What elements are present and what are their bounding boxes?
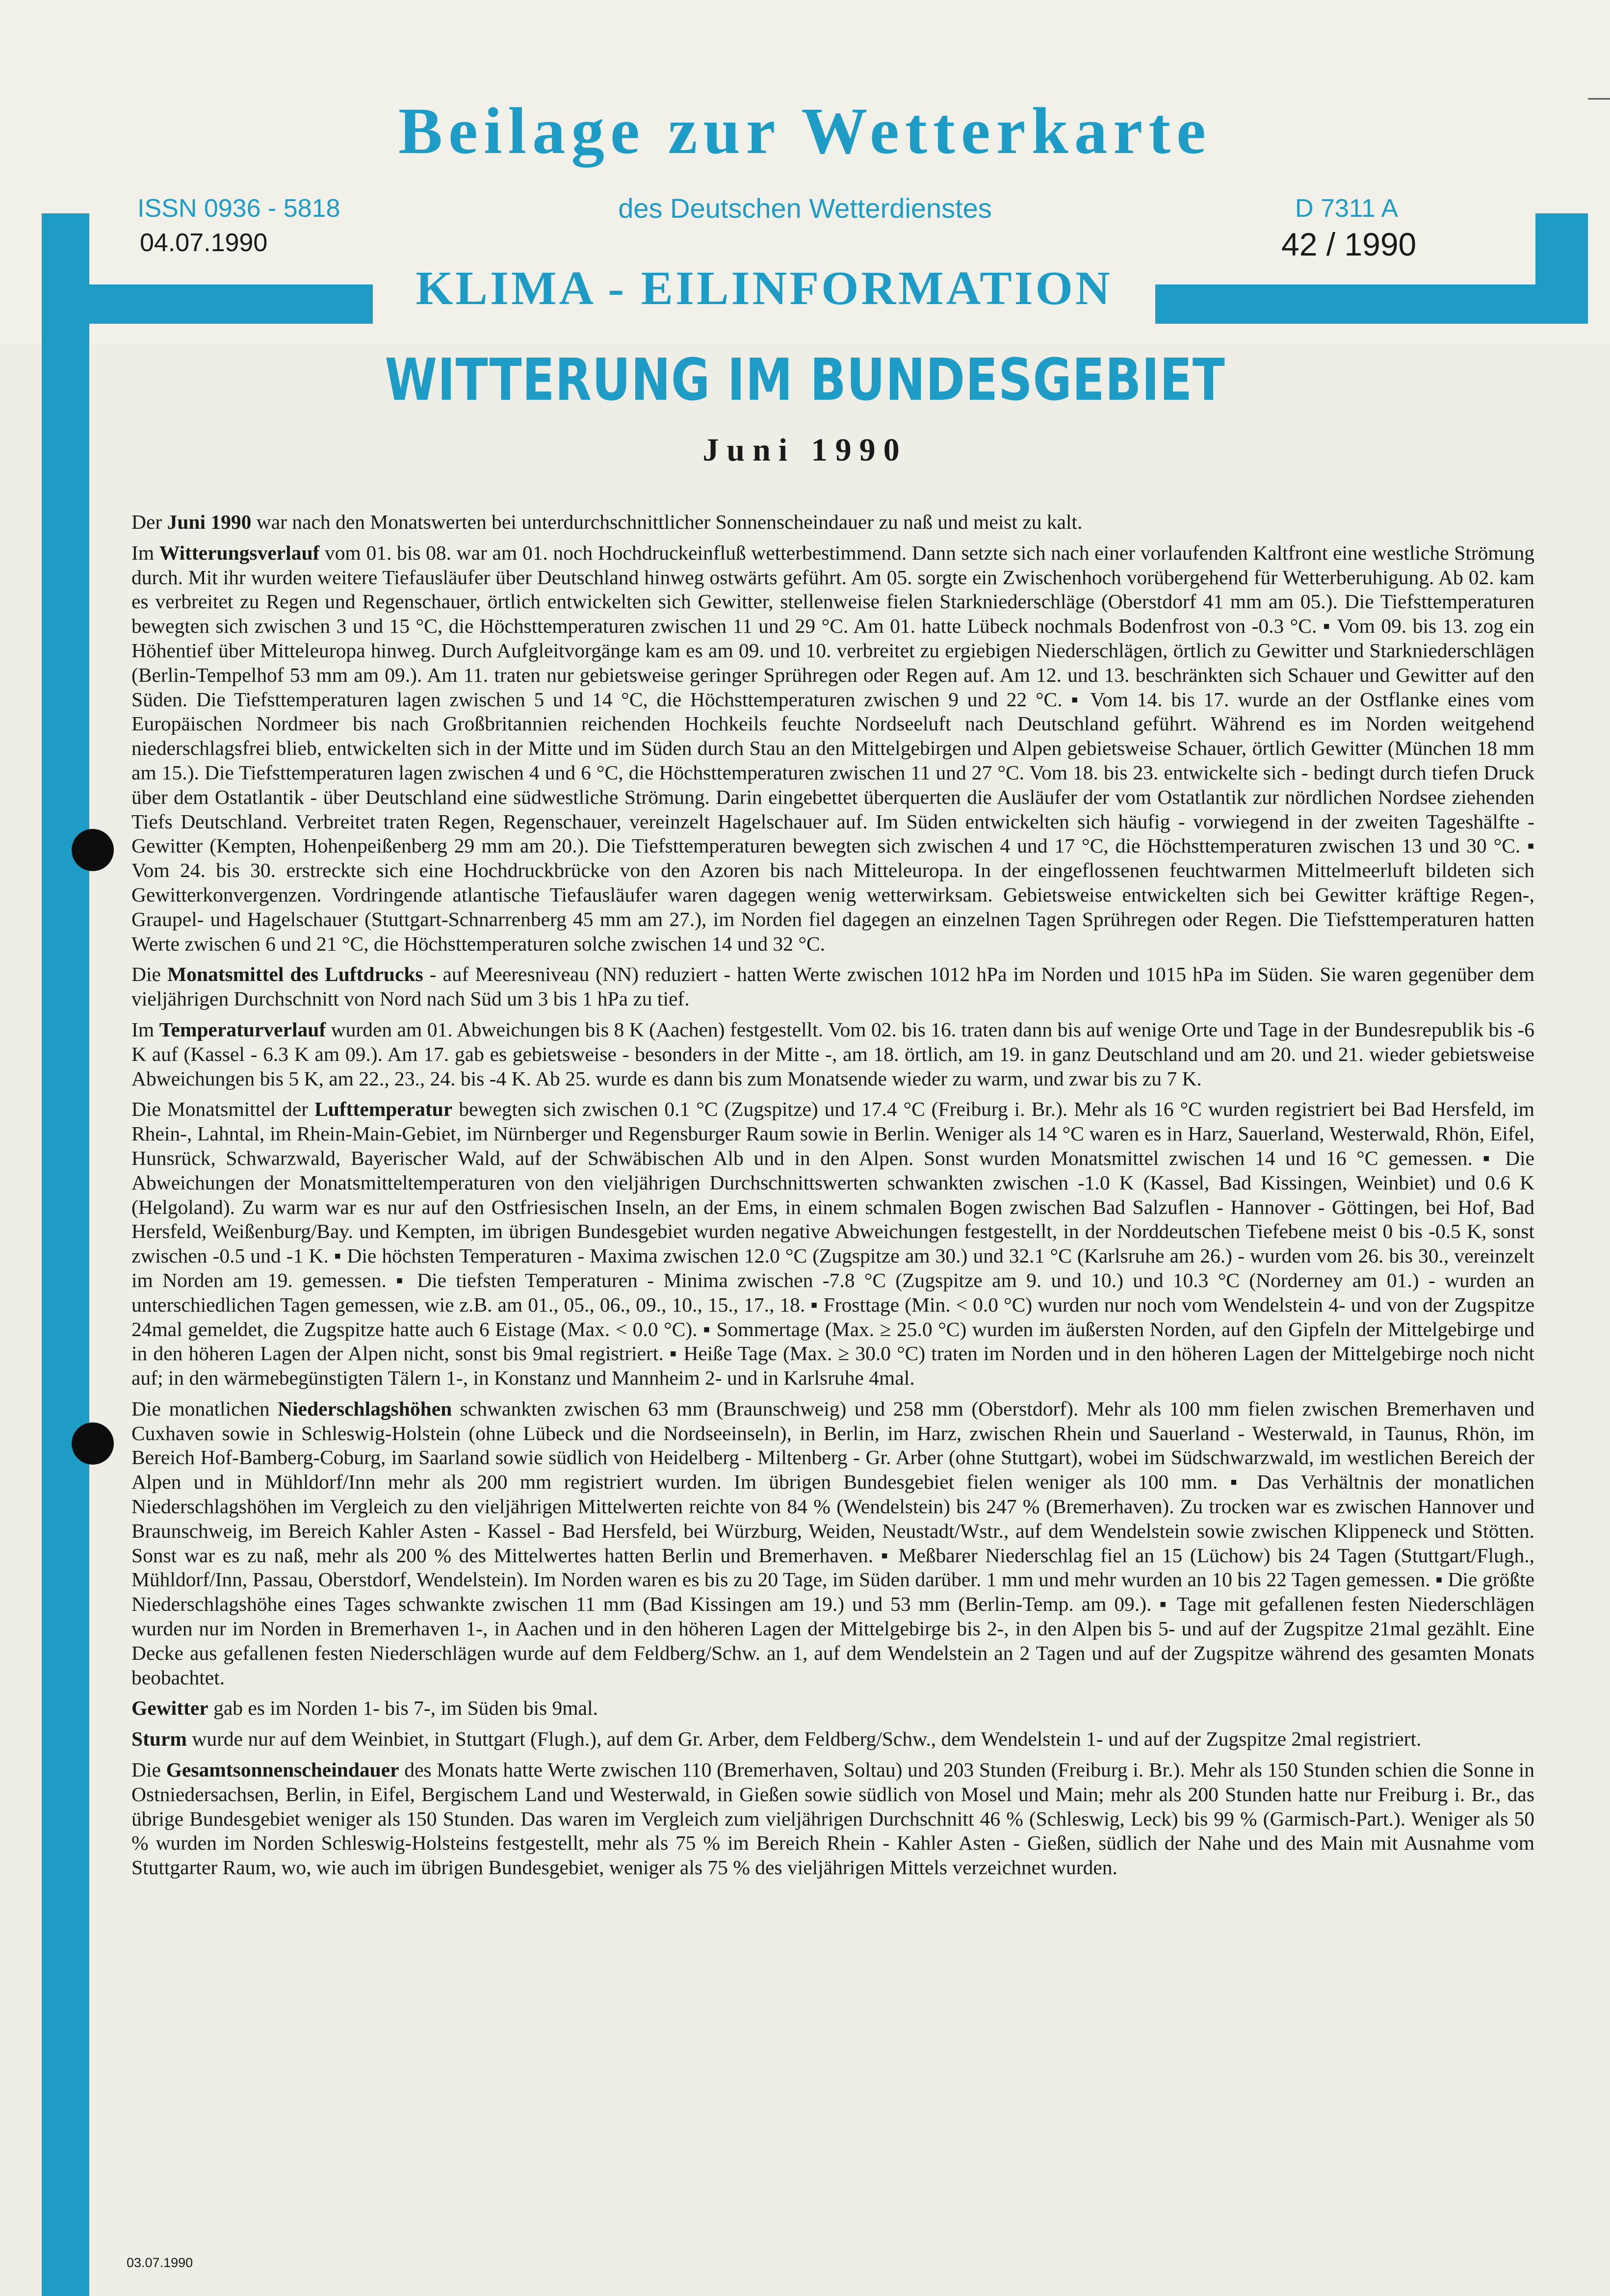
top-accent-bar-left <box>42 284 373 324</box>
paragraph-sunshine: Die Gesamtsonnenscheindauer des Monats hatte Werte zwischen 110 (Bremerhaven, Soltau) und 203 Stunden (Freiburg i. Br.). Mehr als 150 Stunden schien die Sonne in Ostniedersachsen, Berlin, in Eifel, Bergischem Land und Westerwald, in Gießen sowie südlich von Mosel und Main; mehr als 200 Stunden hatte nur Freiburg i. Br., das übrige Bundesgebiet weniger als 150 Stunden. Das waren im Vergleich zum vieljährigen Durchschnitt 46 % (Schleswig, Leck) bis 99 % (Garmisch-Part.). Weniger als 50 % wurden im Norden Schleswig-Holsteins festgestellt, mehr als 75 % im Bereich Rhein - Kahler Asten - Gießen, südlich der Nahe und des Main mit Ausnahme vom Stuttgarter Raum, wo, wie auch im übrigen Bundesgebiet, weniger als 75 % des vieljährigen Mittels verzeichnet wurden. <box>131 1758 1535 1879</box>
punch-hole-lower <box>72 1422 114 1465</box>
section-title: KLIMA - EILINFORMATION <box>415 262 1113 315</box>
paragraph-precipitation: Die monatlichen Niederschlagshöhen schwankten zwischen 63 mm (Braunschweig) und 258 mm (Oberstdorf). Mehr als 100 mm fielen zwischen Bremerhaven und Cuxhaven sowie in Schleswig-Holstein (ohne Lübeck und die Nordseeinseln), in Berlin, im Harz, zwischen Rhein und Sauerland - Westerwald, in Taunus, Rhön, im Bereich Hof-Bamberg-Coburg, im Saarland sowie südlich von Heidelberg - Miltenberg - Gr. Arber (ohne Stuttgart), wobei im Südschwarzwald, im westlichen Bereich der Alpen und in Mühldorf/Inn mehr als 200 mm registriert wurden. Im übrigen Bundesgebiet fielen weniger als 100 mm. ▪ Das Verhältnis der monatlichen Niederschlagshöhen im Vergleich zu den vieljährigen Mittelwerten reichte von 84 % (Wendelstein) bis 247 % (Bremerhaven). Zu trocken war es zwischen Hannover und Braunschweig, im Bereich Kahler Asten - Kassel - Bad Hersfeld, bei Würzburg, Weiden, Neustadt/Wstr., auf dem Wendelstein sowie zwischen Klippeneck und Stötten. Sonst war es zu naß, mehr als 200 % des Mittelwertes hatten Berlin und Bremerhaven. ▪ Meßbarer Niederschlag fiel an 15 (Lüchow) bis 24 Tagen (Stuttgart/Flugh., Mühldorf/Inn, Passau, Oberstdorf, Wendelstein). Im Norden waren es bis zu 20 Tage, im Süden darüber. 1 mm und mehr wurden an 10 bis 22 Tagen gemessen. ▪ Die größte Niederschlagshöhe eines Tages schwankte zwischen 11 mm (Bad Kissingen am 19.) und 53 mm (Berlin-Temp. am 09.). ▪ Tage mit gefallenen festen Niederschlägen wurden nur im Norden in Bremerhaven 1-, in Aachen und in den höheren Lagen der Mittelgebirge bis 2-, in den Alpen bis 5- und auf der Zugspitze 21mal gezählt. Eine Decke aus gefallenen festen Niederschlägen wurde auf dem Feldberg/Schw. an 1, auf dem Wendelstein an 2 Tagen und auf der Zugspitze während des gesamten Monats beobachtet. <box>131 1397 1534 1689</box>
punch-hole-upper <box>72 829 114 871</box>
footer-date: 03.07.1990 <box>127 2255 193 2270</box>
report-month: Juni 1990 <box>702 432 908 468</box>
headline: WITTERUNG IM BUNDESGEBIET <box>385 346 1225 413</box>
left-accent-bar <box>42 213 89 2296</box>
top-accent-bar-right <box>1155 284 1588 324</box>
publication-date: 04.07.1990 <box>140 229 268 257</box>
paragraph-thunderstorms: Gewitter gab es im Norden 1- bis 7-, im Süden bis 9mal. <box>131 1697 598 1720</box>
paragraph-air-pressure: Die Monatsmittel des Luftdrucks - auf Meeresniveau (NN) reduziert - hatten Werte zwischen 1012 hPa im Norden und 1015 hPa im Süden. Sie waren gegenüber dem vieljährigen Durchschnitt von Nord nach Süd um 3 bis 1 hPa zu tief. <box>131 963 1535 1010</box>
right-accent-bar <box>1535 213 1588 324</box>
paragraph-storm: Sturm wurde nur auf dem Weinbiet, in Stuttgart (Flugh.), auf dem Gr. Arber, dem Feldberg/Schw., dem Wendelstein 1- und auf der Zugspitze 2mal registriert. <box>131 1728 1422 1751</box>
paragraph-summary: Der Juni 1990 war nach den Monatswerten bei unterdurchschnittlicher Sonnenscheindauer zu naß und meist zu kalt. <box>131 511 1083 533</box>
issn-number: ISSN 0936 - 5818 <box>137 194 340 223</box>
paragraph-temperature-course: Im Temperaturverlauf wurden am 01. Abweichungen bis 8 K (Aachen) festgestellt. Vom 02. bis 16. traten dann bis auf wenige Orte und Tage in der Bundesrepublik bis -6 K auf (Kassel - 6.3 K am 09.). Am 17. gab es gebietsweise - besonders in der Mitte -, am 18. örtlich, am 19. in ganz Deutschland und am 20. und 21. wieder gebietsweise Abweichungen bis 5 K, am 22., 23., 24. bis -4 K. Ab 25. wurde es dann bis zum Monatsende wieder zu warm, und zwar bis zu 7 K. <box>131 1018 1534 1090</box>
publisher-subtitle: des Deutschen Wetterdienstes <box>618 193 992 224</box>
issue-number: 42 / 1990 <box>1281 226 1417 262</box>
paragraph-weather-course: Im Witterungsverlauf vom 01. bis 08. war am 01. noch Hochdruckeinfluß wetterbestimmend. Dann setzte sich nach einer vorlaufenden Kaltfront eine westliche Strömung durch. Mit ihr wurden weitere Tiefausläufer über Deutschland hinweg ostwärts geführt. Am 05. sorgte ein Zwischenhoch vorübergehend für Wetterberuhigung. Ab 02. kam es verbreitet zu Regen und Regenschauer, örtlich entwickelten sich Gewitter, stellenweise fielen Starkniederschläge (Oberstdorf 41 mm am 05.). Die Tiefsttemperaturen bewegten sich zwischen 3 und 15 °C, die Höchsttemperaturen zwischen 11 und 29 °C. Am 01. hatte Lübeck nochmals Bodenfrost von -0.3 °C. ▪ Vom 09. bis 13. zog ein Höhentief über Mitteleuropa hinweg. Durch Aufgleitvorgänge kam es am 09. und 10. verbreitet zu ergiebigen Niederschlägen, örtlich zu Gewitter und Starkniederschlägen (Berlin-Tempelhof 53 mm am 09.). Am 11. traten nur gebietsweise geringer Sprühregen oder Regen auf. Am 12. und 13. beschränkten sich Schauer und Gewitter auf den Süden. Die Tiefsttemperaturen lagen zwischen 5 und 14 °C, die Höchsttemperaturen zwischen 9 und 22 °C. ▪ Vom 14. bis 17. wurde an der Ostflanke eines vom Europäischen Nordmeer bis nach Großbritannien reichenden Hochkeils feuchte Nordseeluft nach Deutschland geführt. Während es im Norden weitgehend niederschlagsfrei blieb, entwickelten sich in der Mitte und im Süden durch Stau an den Mittelgebirgen und Alpen gebietsweise Schauer, örtlich Gewitter (München 18 mm am 15.). Die Tiefsttemperaturen lagen zwischen 4 und 6 °C, die Höchsttemperaturen zwischen 11 und 27 °C. Vom 18. bis 23. entwickelte sich - bedingt durch tiefen Druck über dem Ostatlantik - über Deutschland eine südwestliche Strömung. Darin eingebettet überquerten die Ausläufer der vom Ostatlantik zur nördlichen Nordsee ziehenden Tiefs Deutschland. Verbreitet traten Regen, Regenschauer, vereinzelt Hagelschauer auf. Im Süden entwickelten sich häufig - vorwiegend in der zweiten Tageshälfte - Gewitter (Kempten, Hohenpeißenberg 29 mm am 20.). Die Tiefsttemperaturen bewegten sich zwischen 4 und 17 °C, die Höchsttemperaturen zwischen 13 und 30 °C. ▪ Vom 24. bis 30. erstreckte sich eine Hochdruckbrücke von den Azoren bis nach Mitteleuropa. In der eingeflossenen feuchtwarmen Mittelmeerluft bildeten sich Gewitterkonvergenzen. Vordringende atlantische Tiefausläufer waren dagegen wenig wetterwirksam. Gebietsweise entwickelten sich bei Gewitter kräftige Regen-, Graupel- und Hagelschauer (Stuttgart-Schnarrenberg 45 mm am 27.), im Norden fiel dagegen an einzelnen Tagen Sprühregen oder Regen. Die Tiefsttemperaturen hatten Werte zwischen 6 und 21 °C, die Höchsttemperaturen solche zwischen 14 und 32 °C. <box>131 541 1534 955</box>
paragraph-air-temperature: Die Monatsmittel der Lufttemperatur bewegten sich zwischen 0.1 °C (Zugspitze) und 17.4 °C (Freiburg i. Br.). Mehr als 16 °C wurden registriert bei Bad Hersfeld, im Rhein-, Lahntal, im Rhein-Main-Gebiet, im Nürnberger und Regensburger Raum sowie in Berlin. Weniger als 14 °C waren es in Harz, Sauerland, Westerwald, Rhön, Eifel, Hunsrück, Schwarzwald, Bayerischer Wald, auf der Schwäbischen Alb und in den Alpen. Sonst wurden Monatsmittel zwischen 14 und 16 °C gemessen. ▪ Die Abweichungen der Monatsmitteltemperaturen von den vieljährigen Durchschnittswerten schwankten zwischen -1.0 K (Kassel, Bad Kissingen, Weinbiet) und 0.6 K (Helgoland). Zu warm war es nur auf den Ostfriesischen Inseln, an der Ems, in einem schmalen Bogen zwischen Bad Salzuflen - Hannover - Göttingen, bei Hof, Bad Hersfeld, Weißenburg/Bay. und Kempten, im übrigen Bundesgebiet wurden negative Abweichungen festgestellt, in der Norddeutschen Tiefebene meist 0 bis -0.5 K, sonst zwischen -0.5 und -1 K. ▪ Die höchsten Temperaturen - Maxima zwischen 12.0 °C (Zugspitze am 30.) und 32.1 °C (Karlsruhe am 26.) - wurden vom 26. bis 30., vereinzelt im Norden am 19. gemessen. ▪ Die tiefsten Temperaturen - Minima zwischen -7.8 °C (Zugspitze am 9. und 10.) und 10.3 °C (Norderney am 01.) - wurden an unterschiedlichen Tagen gemessen, wie z.B. am 01., 05., 06., 09., 10., 15., 17., 18. ▪ Frosttage (Min. < 0.0 °C) wurden nur noch vom Wendelstein 4- und von der Zugspitze 24mal gemeldet, die Zugspitze hatte auch 6 Eistage (Max. < 0.0 °C). ▪ Sommertage (Max. ≥ 25.0 °C) wurden im äußersten Norden, auf den Gipfeln der Mittelgebirge und in den höheren Lagen der Alpen nicht, sonst bis 9mal registriert. ▪ Heiße Tage (Max. ≥ 30.0 °C) traten im Norden und in den höheren Lagen der Mittelgebirge noch nicht auf; in den wärmebegünstigten Tälern 1-, in Konstanz und Mannheim 2- und in Karlsruhe 4mal. <box>131 1098 1534 1390</box>
publication-title: Beilage zur Wetterkarte <box>398 95 1212 168</box>
report-body <box>131 510 1534 1886</box>
postal-number: D 7311 A <box>1295 194 1399 223</box>
